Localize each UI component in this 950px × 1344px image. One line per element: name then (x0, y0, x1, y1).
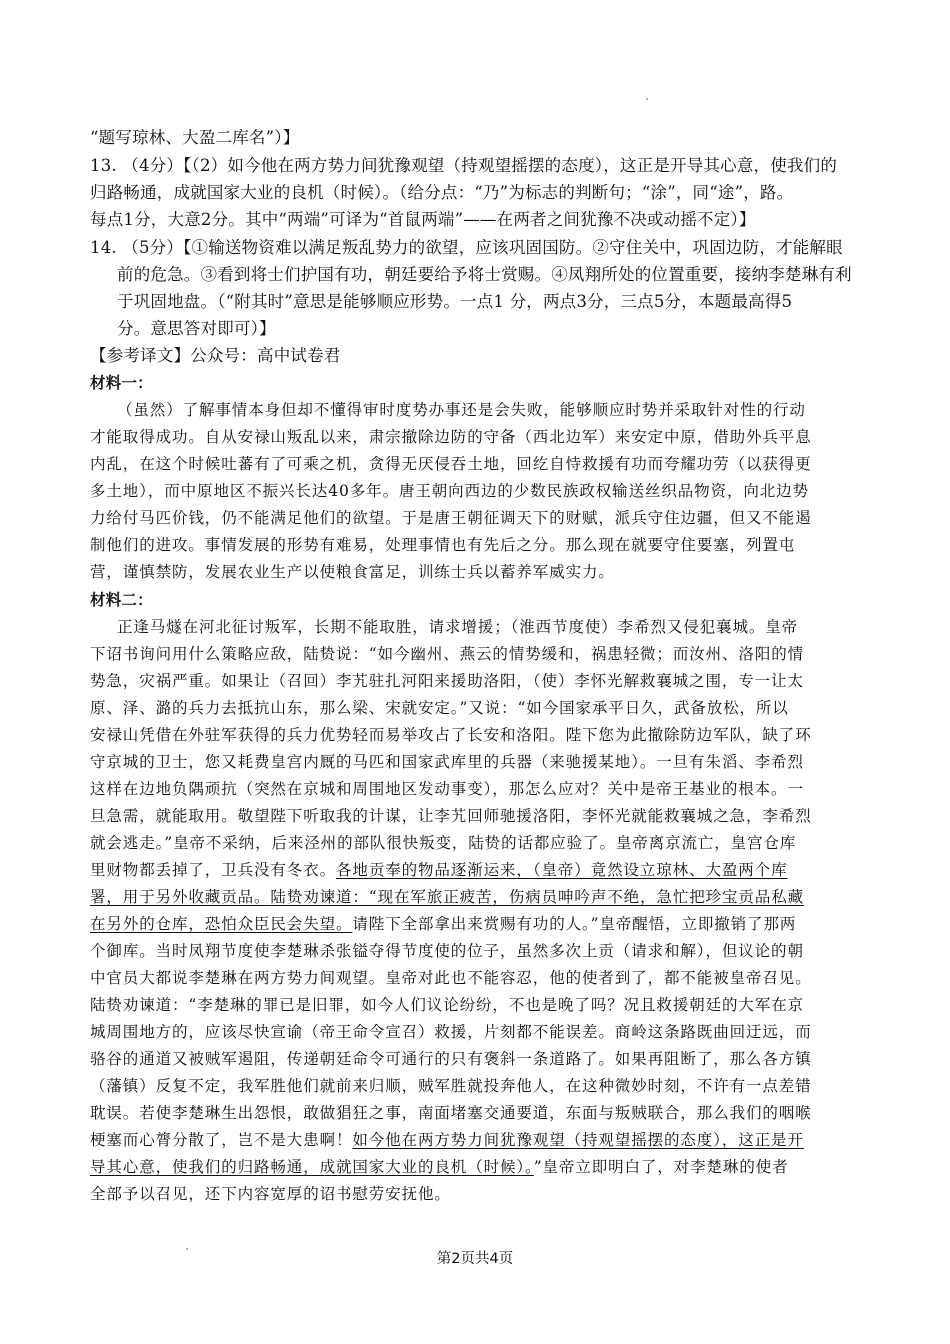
material-2-line: 下诏书询问用什么策略应敌，陆贽说：“如今幽州、燕云的情势缓和，祸患轻微；而汝州、洛阳的情 (90, 645, 805, 663)
material-1-line: 力给付马匹价钱，仍不能满足他们的欲望。于是唐王朝征调天下的财赋，派兵守住边疆，但又不能遏 (90, 509, 812, 527)
answer-14-line: 于巩固地盘。（“附其时”意思是能够顺应形势。一点1 分，两点3分，三点5分，本题最高得5 (117, 292, 793, 311)
material-1-line: （虽然）了解事情本身但却不懂得审时度势办事还是会失败，能够顺应时势并采取针对性的行动 (117, 401, 806, 419)
translation-header: 【参考译文】公众号：高中试卷君 (90, 346, 341, 365)
underlined-segment: 署，用于另外收藏贡品。 (90, 888, 271, 906)
answer-13-line: 13. （4分）【（2）如今他在两方势力间犹豫观望（持观望摇摆的态度），这正是开导其心意，使我们的 (90, 156, 838, 175)
material-1-line: 营，谨慎禁防，发展农业生产以使粮食富足，训练士兵以蓄养军威实力。 (90, 563, 615, 581)
material-1-line: 才能取得成功。自从安禄山叛乱以来，肃宗撤除边防的守备（西北边军）来安定中原，借助外兵平息 (90, 428, 812, 446)
material-2-line: 中官员大都说李楚琳在两方势力间观望。皇帝对此也不能容忍，他的使者到了，都不能被皇帝召见。 (90, 969, 812, 987)
underlined-segment: 在另外的仓库，恐怕众臣民会失望。 (90, 915, 353, 933)
material-2-line (90, 859, 787, 881)
material-2-line: 骆谷的通道又被贼军遏阻，传递朝廷命令可通行的只有褒斜一条道路了。如果再阻断了，那么各方镇 (90, 1050, 812, 1068)
underlined-segment: 导其心意，使我们的归路畅通，成就国家大业的良机（时候）。 (90, 1158, 534, 1176)
material-2-line (90, 1129, 804, 1151)
material-2-line: 安禄山凭借在外驻军获得的兵力优势轻而易举攻占了长安和洛阳。陛下您为此撤除防边军队，缺了环 (90, 726, 812, 744)
answer-13-line: 每点1分，大意2分。其中“两端”可译为“首鼠两端”——在两者之间犹豫不决或动摇不定）】 (90, 210, 756, 229)
material-2-line: 正逢马燧在河北征讨叛军，长期不能取胜，请求增援；（淮西节度使）李希烈又侵犯襄城。皇帝 (117, 618, 799, 636)
material-2-line: 原、泽、潞的兵力去抵抗山东，那么梁、宋就安定。”又说：“如今国家承平日久，武备放松，所以 (90, 699, 789, 717)
material-2-line: 就会逃走。”皇帝不采纳，后来泾州的部队很快叛变，陆贽的话都应验了。皇帝离京流亡，皇宫仓库 (90, 834, 797, 852)
underlined-segment: 各地贡奉的物品逐渐运来，（皇帝）竟然设立琼林、大盈两个库 (336, 861, 788, 879)
text-segment: ”皇帝立即明白了，对李楚琳的使者 (533, 1158, 789, 1176)
answer-12-tail: “题写琼林、大盈二库名”）】 (90, 128, 300, 147)
answer-14-line: 分。意思答对即可）】 (117, 319, 276, 338)
material-2-line: 旦急需，就能取用。敬望陛下听取我的计谋，让李艽回师驰援洛阳，李怀光就能救襄城之急，李希烈 (90, 807, 812, 825)
page-footer: 第2页共4页 (436, 1251, 514, 1267)
scan-speck (646, 98, 648, 100)
material-1-line: 制他们的进攻。事情发展的形势有难易，处理事情也有先后之分。那么现在就要守住要塞，列置屯 (90, 536, 796, 554)
material-2-line (90, 1156, 789, 1178)
material-1-line: 多土地），而中原地区不振兴长达40多年。唐王朝向西边的少数民族政权输送丝织品物资，向北边势 (90, 482, 809, 500)
material-1-line: 内乱，在这个时候吐蕃有了可乘之机，贪得无厌侵吞土地，回纥自恃救援有功而夸耀功劳（以获得更 (90, 455, 812, 473)
material-2-line: 个御库。当时凤翔节度使李楚琳杀张镒夺得节度使的位子，虽然多次上贡（请求和解），但议论的朝 (90, 942, 804, 960)
answer-13-line: 归路畅通，成就国家大业的良机（时候）。（给分点：“乃”为标志的判断句；“涂”，同“途”，路。 (90, 183, 794, 202)
material-2-line: 陆贽劝谏道：“李楚琳的罪已是旧罪，如今人们议论纷纷，不也是晚了吗？况且救援朝廷的大军在京 (90, 996, 805, 1014)
material-2-line: 全部予以召见，还下内容宽厚的诏书慰劳安抚他。 (90, 1185, 451, 1203)
material-2-line (90, 913, 796, 935)
answer-14-line: 前的危急。③看到将士们护国有功，朝廷要给予将士赏赐。④凤翔所处的位置重要，接纳李楚琳有利 (117, 265, 852, 284)
material-2-line: 城周围地方的，应该尽快宣谕（帝王命令宣召）救援，片刻都不能误差。商岭这条路既曲回迂远，而 (90, 1023, 812, 1041)
material-2-line: 守京城的卫士，您又耗费皇宫内厩的马匹和国家武库里的兵器（来驰援某地）。一旦有朱滔、李希烈 (90, 753, 804, 771)
material-2-line: 这样在边地负隅顽抗（突然在京城和周围地区发动事变），那怎么应对？关中是帝王基业的根本。一 (90, 780, 804, 798)
text-segment: 请陛下全部拿出来赏赐有功的人。”皇帝醒悟，立即撤销了那两 (352, 915, 797, 933)
material-2-line: （藩镇）反复不定，我军胜他们就前来归顺，贼军胜就投奔他人，在这种微妙时刻，不许有一点差错 (90, 1077, 812, 1095)
text-segment: 梗塞而心膂分散了，岂不是大患啊！ (90, 1131, 353, 1149)
material-2-line (90, 886, 804, 908)
text-segment: 里财物都丢掉了，卫兵没有冬衣。 (90, 861, 337, 879)
answer-14-line: 14. （5分）【①输送物资难以满足叛乱势力的欲望，应该巩固国防。②守住关中，巩固边防，才能解眼 (90, 238, 843, 257)
material-2-line: 耽误。若使李楚琳生出怨恨，敢做猖狂之事，南面堵塞交通要道，东面与叛贼联合，那么我们的咽喉 (90, 1104, 812, 1122)
underlined-segment: 如今他在两方势力间犹豫观望（持观望摇摆的态度），这正是开 (352, 1131, 804, 1149)
underlined-segment: 陆贽劝谏道：“现在军旅正疲苦，伤病员呻吟声不绝，急忙把珍宝贡品私藏 (270, 888, 805, 906)
material-2-line: 势急，灾祸严重。如果让（召回）李艽驻扎河阳来援助洛阳，（使）李怀光解救襄城之围，专一让太 (90, 672, 804, 690)
material-1-title: 材料一： (90, 374, 153, 392)
material-2-title: 材料二： (90, 591, 153, 609)
